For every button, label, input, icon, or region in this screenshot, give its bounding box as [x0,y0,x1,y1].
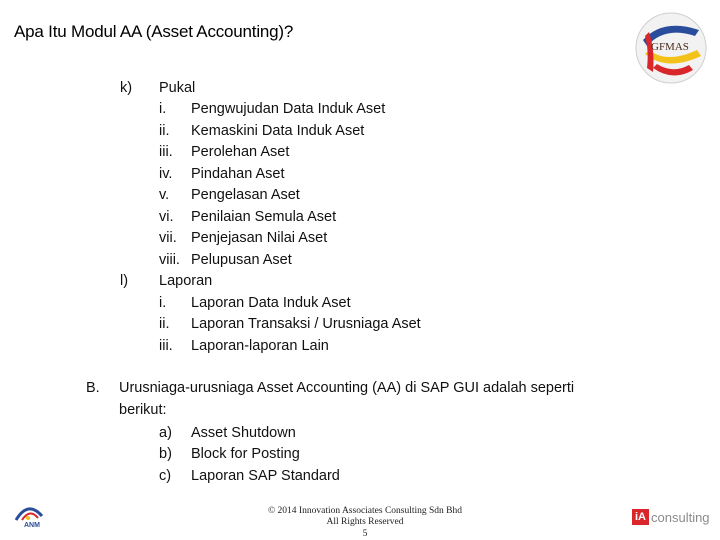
list-item: Penjejasan Nilai Aset [191,230,328,246]
list-item-number: vii. [159,230,177,246]
list-item: Perolehan Aset [191,144,290,160]
section-k-label: k) [120,80,133,96]
list-item-number: b) [159,446,172,462]
list-item-number: vi. [159,209,174,225]
list-item: Pindahan Aset [191,166,285,182]
list-item-number: v. [159,187,170,203]
list-item-number: ii. [159,123,170,139]
list-item: Pelupusan Aset [191,252,292,268]
section-l-label: l) [120,273,129,289]
section-l-heading: Laporan [159,273,213,289]
list-item: Kemaskini Data Induk Aset [191,123,365,139]
list-item-number: ii. [159,316,170,332]
footer-copyright: © 2014 Innovation Associates Consulting Sdn Bhd [267,506,463,516]
gfmas-logo-text: GFMAS [651,41,689,53]
page-number: 5 [362,529,368,539]
list-item: Block for Posting [191,446,300,462]
list-item-number: viii. [159,252,180,268]
ia-logo-word: consulting [651,509,710,525]
ia-logo-mark: iA [632,509,649,525]
list-item-number: c) [159,468,172,484]
section-b-label: B. [86,380,100,396]
list-item: Laporan SAP Standard [191,468,340,484]
section-k-heading: Pukal [159,80,196,96]
footer-rights: All Rights Reserved [326,517,404,527]
section-b-text: Urusniaga-urusniaga Asset Accounting (AA) di SAP GUI adalah seperti [119,380,575,396]
list-item-number: i. [159,295,167,311]
anm-logo [8,496,58,536]
list-item: Laporan Transaksi / Urusniaga Aset [191,316,421,332]
list-item: Penilaian Semula Aset [191,209,337,225]
anm-logo-text: ANM [24,522,40,529]
list-item: Laporan Data Induk Aset [191,295,351,311]
list-item-number: i. [159,101,167,117]
list-item-number: iii. [159,338,173,354]
list-item-number: a) [159,425,172,441]
list-item: Pengwujudan Data Induk Aset [191,101,386,117]
list-item: Laporan-laporan Lain [191,338,329,354]
list-item: Asset Shutdown [191,425,296,441]
ia-consulting-logo [632,508,710,526]
section-b-text-cont: berikut: [119,402,167,418]
list-item: Pengelasan Aset [191,187,300,203]
list-item-number: iv. [159,166,173,182]
list-item-number: iii. [159,144,173,160]
slide-title: Apa Itu Modul AA (Asset Accounting)? [14,22,294,41]
